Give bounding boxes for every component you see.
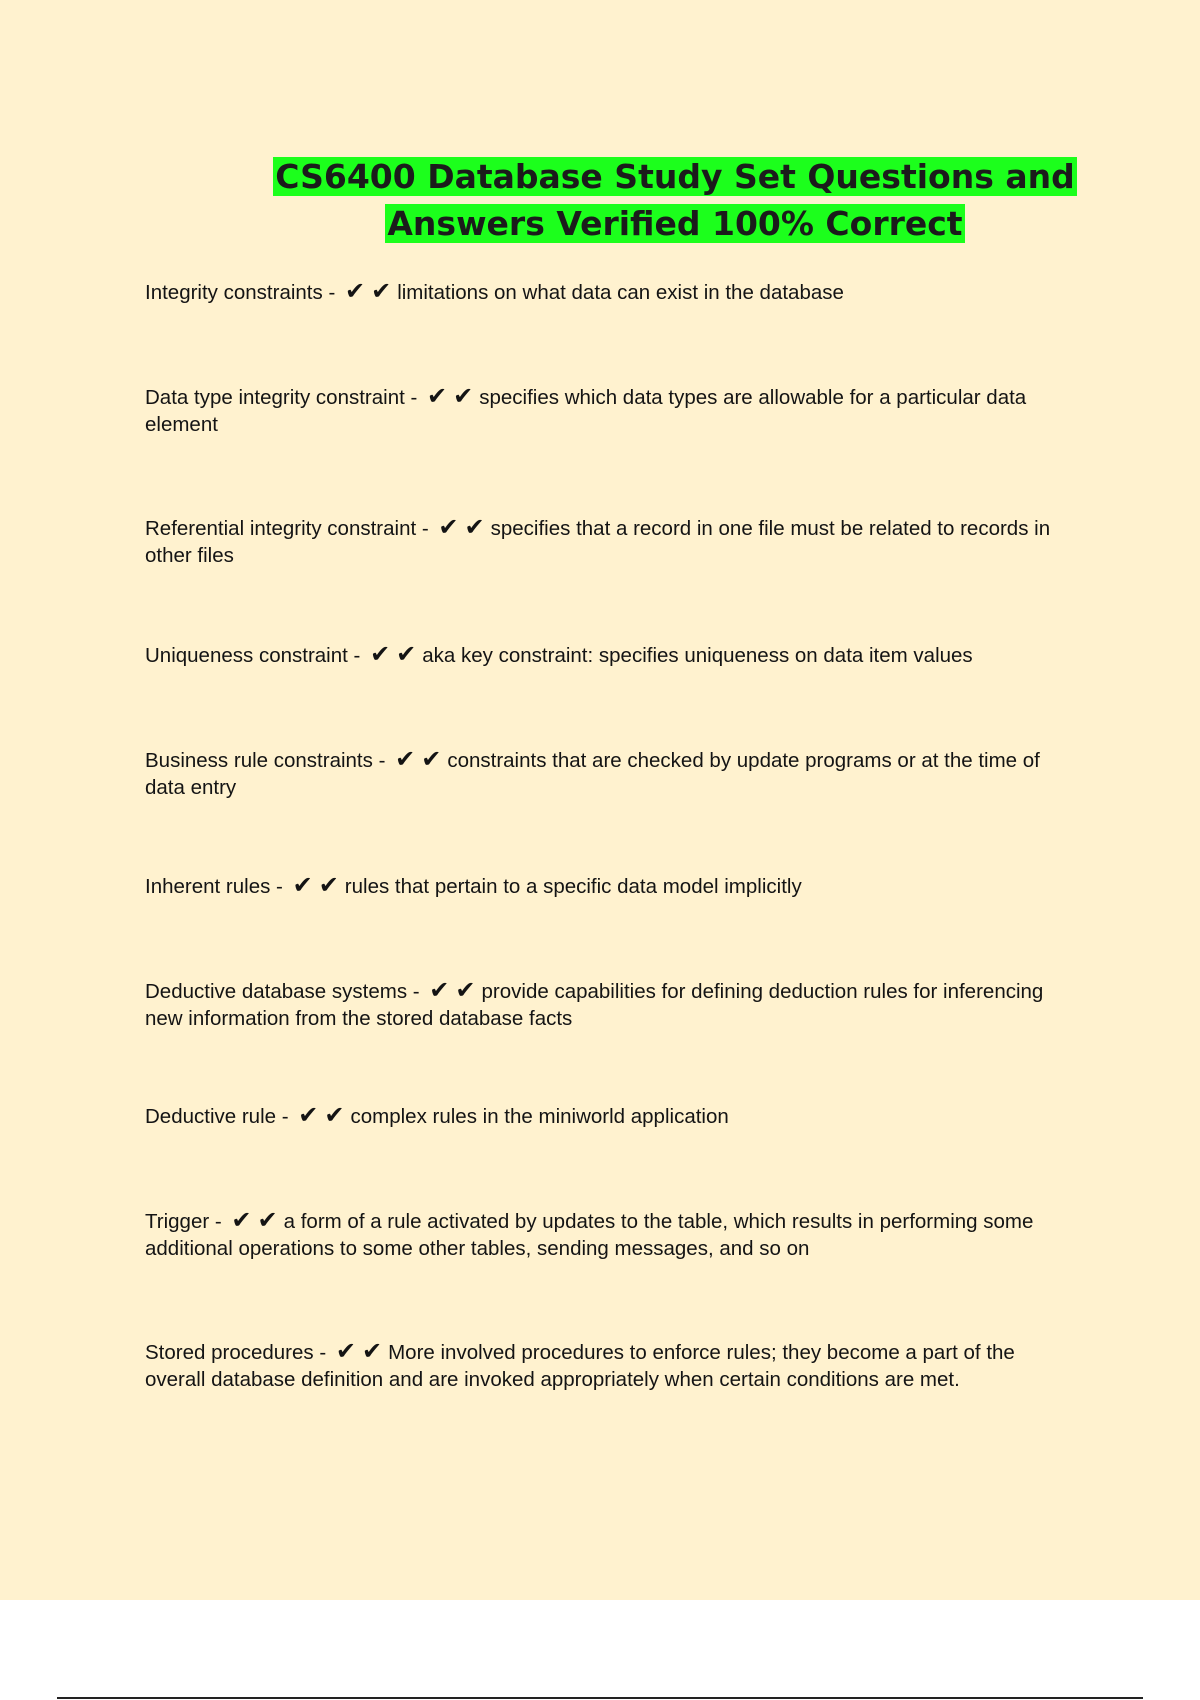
- entry-trigger: [145, 1208, 1080, 1262]
- entry-term: Inherent rules: [145, 875, 271, 898]
- double-check-icon: ✔✔: [438, 513, 491, 541]
- entry-term: Uniqueness constraint: [145, 644, 348, 667]
- entry-separator: -: [270, 875, 289, 898]
- entry-data-type-integrity-constraint: [145, 384, 1080, 438]
- entry-definition: complex rules in the miniworld application: [350, 1105, 729, 1128]
- entry-definition: aka key constraint: specifies uniqueness on data item values: [422, 644, 973, 667]
- entry-separator: -: [416, 517, 435, 540]
- entry-separator: -: [276, 1105, 295, 1128]
- entry-business-rule-constraints: [145, 747, 1080, 801]
- entry-uniqueness-constraint: [145, 642, 1080, 669]
- double-check-icon: ✔✔: [370, 640, 423, 668]
- entry-term: Business rule constraints: [145, 749, 373, 772]
- double-check-icon: ✔✔: [292, 871, 345, 899]
- entry-integrity-constraints: [145, 279, 1080, 306]
- double-check-icon: ✔✔: [231, 1206, 284, 1234]
- entry-term: Deductive rule: [145, 1105, 277, 1128]
- entry-definition: specifies which data types are allowable for a particular data element: [145, 386, 1027, 436]
- entry-definition: limitations on what data can exist in the database: [397, 281, 844, 304]
- entry-separator: -: [322, 281, 341, 304]
- entry-separator: -: [209, 1210, 228, 1233]
- entry-term: Integrity constraints: [145, 281, 323, 304]
- title-line-1: CS6400 Database Study Set Questions and: [275, 157, 1075, 196]
- entry-separator: -: [313, 1341, 332, 1364]
- entry-referential-integrity-constraint: [145, 515, 1080, 569]
- double-check-icon: ✔✔: [298, 1101, 351, 1129]
- entry-deductive-database-systems: [145, 978, 1080, 1032]
- double-check-icon: ✔✔: [429, 976, 482, 1004]
- entry-definition: More involved procedures to enforce rules; they become a part of the overall database definition and are invoked appropriately when certain conditions are met.: [145, 1341, 1015, 1391]
- entry-inherent-rules: [145, 873, 1080, 900]
- entry-separator: -: [407, 980, 426, 1003]
- entry-term: Data type integrity constraint: [145, 386, 405, 409]
- entry-separator: -: [347, 644, 367, 667]
- entry-separator: -: [372, 749, 392, 772]
- entry-stored-procedures: [145, 1339, 1080, 1393]
- document-title: [180, 153, 1170, 247]
- entry-definition: a form of a rule activated by updates to the table, which results in performing some additional operations to some other tables, sending messages, and so on: [145, 1210, 1034, 1260]
- entry-term: Deductive database systems: [145, 980, 408, 1003]
- double-check-icon: ✔✔: [335, 1337, 389, 1365]
- entry-definition: constraints that are checked by update programs or at the time of data entry: [145, 749, 1040, 799]
- double-check-icon: ✔✔: [395, 745, 448, 773]
- double-check-icon: ✔✔: [344, 277, 398, 305]
- title-line-2: Answers Verified 100% Correct: [387, 204, 963, 243]
- entry-definition: provide capabilities for defining deduction rules for inferencing new information from the stored database facts: [145, 980, 1044, 1030]
- footer-divider: [57, 1697, 1143, 1699]
- entry-definition: specifies that a record in one file must be related to records in other files: [145, 517, 1051, 567]
- entry-term: Trigger: [145, 1210, 210, 1233]
- entry-definition: rules that pertain to a specific data model implicitly: [344, 875, 802, 898]
- entry-separator: -: [404, 386, 424, 409]
- entry-term: Stored procedures: [145, 1341, 314, 1364]
- entry-deductive-rule: [145, 1103, 1080, 1130]
- double-check-icon: ✔✔: [427, 382, 480, 410]
- entry-term: Referential integrity constraint: [145, 517, 417, 540]
